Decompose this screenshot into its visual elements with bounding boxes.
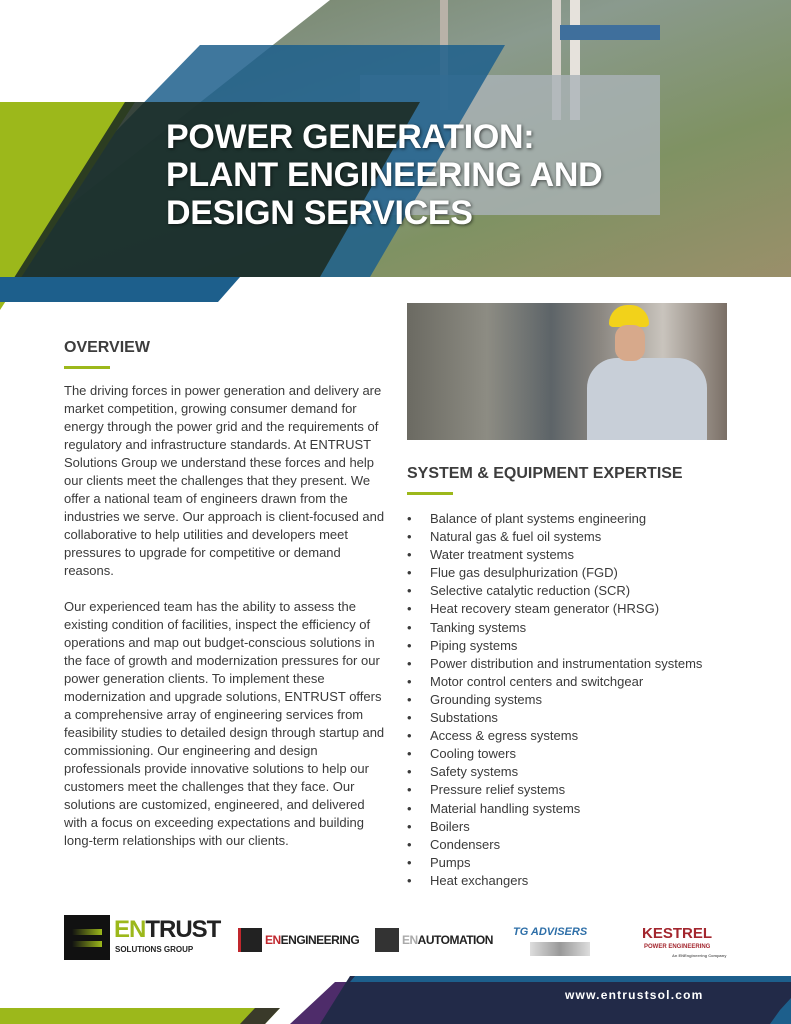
engineer-face [615,325,645,361]
hard-hat [609,305,649,327]
overview-section [64,339,394,850]
heading-rule [64,366,110,369]
kestrel-logo: KESTREL [642,925,713,942]
engineer-control-room-photo [407,303,727,440]
expertise-item: • Pressure relief systems [407,781,747,799]
title-line: POWER GENERATION: [166,118,535,156]
expertise-item: • Grounding systems [407,691,747,709]
expertise-item: • Power distribution and instrumentation systems [407,655,747,673]
page-title [166,118,602,232]
heading-rule [407,492,453,495]
enautomation-logo [402,933,493,947]
title-line: DESIGN SERVICES [166,194,473,232]
expertise-item: • Flue gas desulphurization (FGD) [407,564,747,582]
entrust-logo-en: EN [114,916,146,943]
expertise-item: • Piping systems [407,637,747,655]
expertise-item: • Heat recovery steam generator (HRSG) [407,600,747,618]
expertise-item: • Access & egress systems [407,727,747,745]
enengineering-logo-rest: ENGINEERING [280,933,360,947]
enengineering-logo [265,933,359,947]
kestrel-logo-sub: POWER ENGINEERING [644,944,711,950]
overview-heading: OVERVIEW [64,339,150,356]
website-link[interactable]: www.entrustsol.com [565,988,704,1002]
expertise-item: • Tanking systems [407,619,747,637]
expertise-section [407,465,747,890]
entrust-logo-rest: TRUST [145,916,221,943]
tg-advisers-graphic [530,942,590,956]
expertise-item: • Motor control centers and switchgear [407,673,747,691]
blue-strip [0,277,240,302]
entrust-logo-sub: SOLUTIONS GROUP [115,945,194,954]
expertise-item: • Safety systems [407,763,747,781]
expertise-heading: SYSTEM & EQUIPMENT EXPERTISE [407,465,683,482]
enengineering-logo-mark [238,928,262,952]
expertise-item: • Material handling systems [407,800,747,818]
expertise-item: • Selective catalytic reduction (SCR) [407,582,747,600]
kestrel-logo-tag: An ENEngineering Company [672,953,727,958]
expertise-item: • Condensers [407,836,747,854]
entrust-logo-mark [64,915,110,960]
expertise-item: • Heat exchangers [407,872,747,890]
expertise-item: • Cooling towers [407,745,747,763]
title-line: PLANT ENGINEERING AND [166,156,603,194]
overview-paragraph: Our experienced team has the ability to assess the existing condition of facilities, inspect the efficiency of operations and map out budget-conscious solutions in the face of growth and modernization pressures for our power generation clients. To implement these modernization and upgrade solutions, ENTRUST offers a comprehensive array of engineering services from feasibility studies to detailed design through startup and commissioning. Our engineering and design professionals provide innovative solutions to help our customers meet the challenges that they face. Our solutions are customized, engineered, and delivered with a focus on exceeding expectations and building long-term relationships with our clients. [64,599,385,848]
overview-paragraph: The driving forces in power generation and delivery are market competition, growing consumer demand for energy through the power grid and the requirements of regulatory and infrastructure standards. At ENTRUST Solutions Group we understand these forces and help our clients meet the challenges that they present. We offer a national team of engineers drawn from the industries we serve. Our approach is client-focused and collaborative to help utilities and developers meet pressures to upgrade for competitive or demand reasons. [64,383,385,578]
entrust-logo [114,918,220,942]
enengineering-logo-en: EN [265,933,281,947]
expertise-item: • Water treatment systems [407,546,747,564]
expertise-item: • Boilers [407,818,747,836]
expertise-list [407,510,747,890]
tg-advisers-logo: TG ADVISERS [513,926,588,938]
enautomation-logo-en: EN [402,933,418,947]
water [560,25,660,40]
enautomation-logo-rest: AUTOMATION [417,933,493,947]
expertise-item: • Balance of plant systems engineering [407,510,747,528]
enautomation-logo-mark [375,928,399,952]
expertise-item: • Substations [407,709,747,727]
engineer-figure [587,358,707,440]
expertise-item: • Natural gas & fuel oil systems [407,528,747,546]
expertise-item: • Pumps [407,854,747,872]
